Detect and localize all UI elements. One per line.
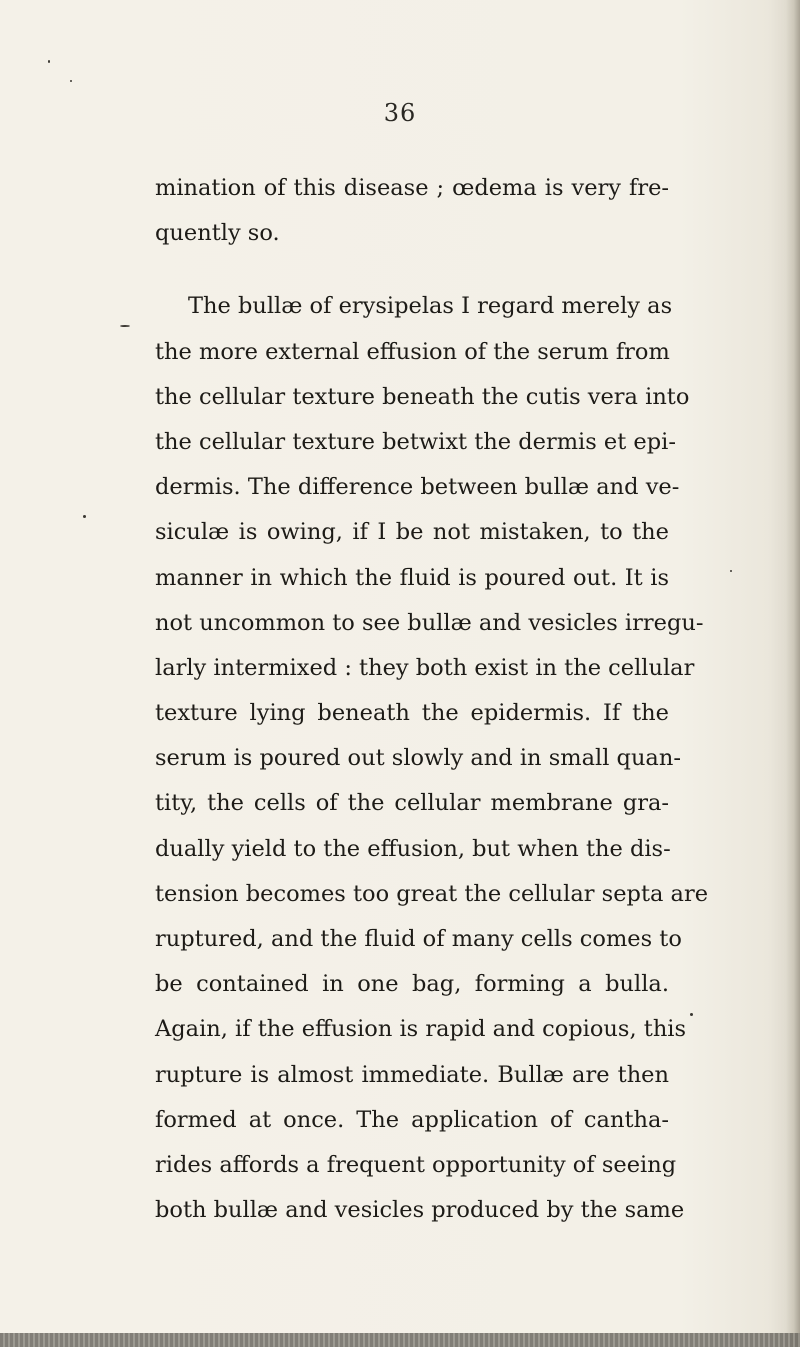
text-line: rides affords a frequent opportunity of seeing [155, 1151, 677, 1178]
text-line: quently so. [155, 220, 280, 247]
text-line: the cellular texture betwixt the dermis et epi- [155, 428, 676, 455]
ink-speck [83, 515, 86, 518]
text-line: dermis. The difference between bullæ and ve- [155, 474, 680, 501]
text-line: tity, the cells of the cellular membrane gra- [155, 790, 669, 817]
text-line: tension becomes too great the cellular septa are [155, 880, 709, 907]
page-number: 36 [383, 99, 417, 127]
text-line: the more external effusion of the serum from [155, 338, 670, 365]
text-line: not uncommon to see bullæ and vesicles irregu- [155, 609, 704, 636]
paragraph-gap [155, 256, 669, 284]
text-line: dually yield to the effusion, but when the dis- [155, 835, 671, 862]
text-line: ruptured, and the fluid of many cells comes to [155, 926, 682, 952]
body-text [155, 166, 709, 1233]
text-line: siculæ is owing, if I be not mistaken, to the [155, 519, 669, 546]
text-line: Again, if the effusion is rapid and copious, this [155, 1016, 687, 1043]
ink-speck [48, 60, 50, 63]
text-line: rupture is almost immediate. Bullæ are then [155, 1061, 669, 1088]
text-line: both bullæ and vesicles produced by the same [155, 1197, 685, 1224]
text-line: larly intermixed : they both exist in the cellular [155, 654, 695, 681]
page-bottom-edge [0, 1333, 800, 1347]
ink-speck [690, 1013, 693, 1016]
ink-speck [70, 80, 72, 82]
text-line: texture lying beneath the epidermis. If the [155, 700, 669, 727]
text-line: The bullæ of erysipelas I regard merely as [188, 293, 673, 320]
text-line: mination of this disease ; œdema is very fre- [155, 175, 669, 201]
text-line: the cellular texture beneath the cutis vera into [155, 383, 690, 410]
text-line: manner in which the fluid is poured out. It is [155, 564, 669, 591]
text-line: formed at once. The application of cantha- [155, 1106, 669, 1133]
page-right-edge [786, 0, 800, 1347]
text-line: serum is poured out slowly and in small quan- [155, 745, 681, 772]
paragraph-1 [155, 166, 669, 256]
ink-speck [730, 570, 732, 572]
text-line: be contained in one bag, forming a bulla. [155, 971, 669, 998]
ink-speck [120, 325, 130, 327]
paragraph-2 [155, 284, 709, 1233]
